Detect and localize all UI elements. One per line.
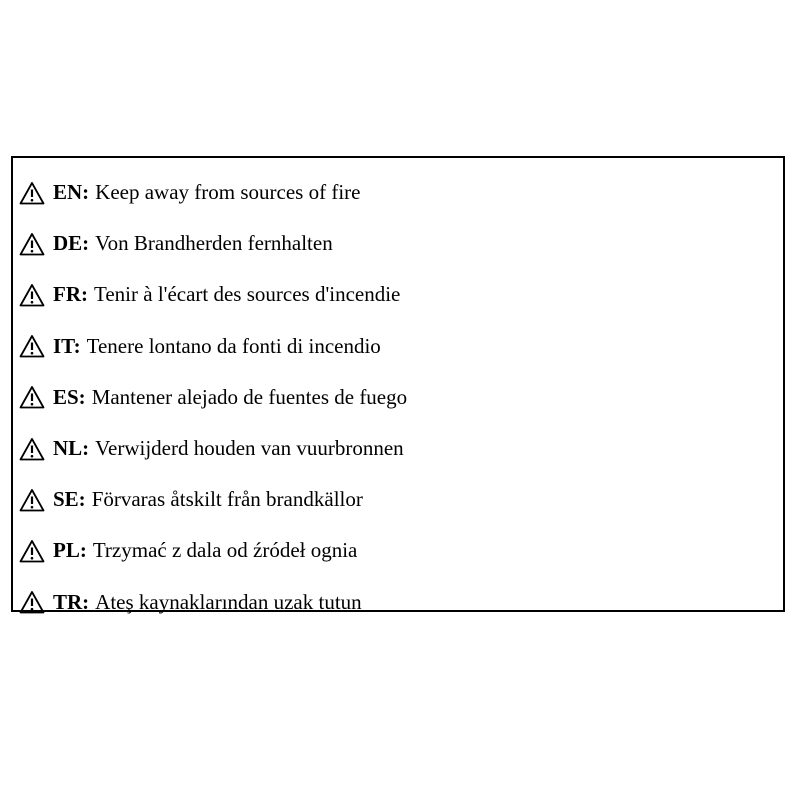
warning-message: Tenere lontano da fonti di incendio [86,333,381,358]
warning-message: Von Brandherden fernhalten [95,231,333,256]
warning-row-de [19,218,783,269]
warning-text [53,540,357,561]
warning-text [53,438,404,459]
warning-message: Mantener alejado de fuentes de fuego [91,384,408,409]
warning-box [11,156,785,612]
warning-text [53,589,362,614]
language-code: ES: [53,384,86,409]
warning-triangle-icon [19,437,45,461]
warning-message: Förvaras åtskilt från brandkällor [91,487,363,512]
language-code: SE: [53,487,86,512]
warning-triangle-icon [19,232,45,256]
warning-text [53,489,363,510]
warning-triangle-icon [19,283,45,307]
warning-text [53,182,360,203]
warning-row-tr [19,577,783,628]
warning-message: Tenir à l'écart des sources d'incendie [94,282,401,307]
warning-message: Verwijderd houden van vuurbronnen [95,436,404,461]
warning-row-fr [19,269,783,320]
warning-row-se [19,474,783,525]
warning-row-nl [19,423,783,474]
warning-row-it [19,321,783,372]
language-code: PL: [53,538,87,563]
warning-triangle-icon [19,181,45,205]
warning-message: Ateş kaynaklarından uzak tutun [95,589,362,614]
language-code: FR: [53,282,88,307]
language-code: IT: [53,333,81,358]
language-code: DE: [53,231,90,256]
warning-text [53,384,408,409]
warning-triangle-icon [19,488,45,512]
language-code: TR: [53,589,90,614]
warning-text [53,284,400,305]
warning-text [53,233,333,254]
warning-text [53,333,381,358]
language-code: EN: [53,180,90,205]
warning-message: Trzymać z dala od źródeł ognia [92,538,358,563]
warning-row-pl [19,525,783,576]
warning-triangle-icon [19,590,45,614]
warning-triangle-icon [19,334,45,358]
warning-triangle-icon [19,385,45,409]
warning-row-en [19,167,783,218]
language-code: NL: [53,436,90,461]
warning-row-es [19,372,783,423]
warning-message: Keep away from sources of fire [95,180,361,205]
warning-triangle-icon [19,539,45,563]
